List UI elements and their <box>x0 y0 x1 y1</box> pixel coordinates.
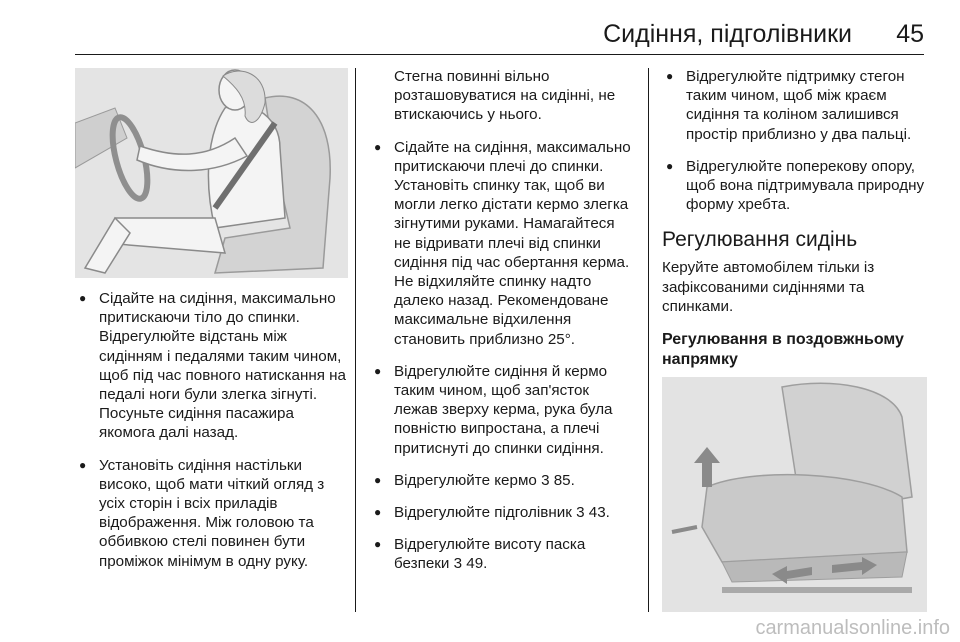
column-divider <box>648 68 649 612</box>
page-reference-link[interactable]: 3 85. <box>541 471 575 489</box>
page-reference-link[interactable]: 3 43. <box>576 504 610 522</box>
list-item: ● Відрегулюйте сидіння й кермо таким чином, щоб зап'ясток лежав зверху керма, рука була повністю випростана, а плечі притиснуті до спинки сидіння. <box>370 362 635 458</box>
column-left <box>75 289 348 584</box>
column-right <box>662 67 927 370</box>
list-item: ● Сідайте на сидіння, максимально притискаючи тіло до спинки. Відрегулюйте відстань між сидінням і педалями таким чином, щоб під час повного натискання на педалі ноги були злегка зігнуті. Посуньте сидіння пасажира якомога далі назад. <box>75 289 348 443</box>
list-item <box>370 471 635 490</box>
driver-seating-illustration <box>75 68 348 278</box>
driver-seating-drawing <box>75 68 348 278</box>
list-item: ● Установіть сидіння настільки високо, щоб мати чіткий огляд з усіх сторін і всіх приладів відображення. Між головою та оббивкою стелі повинен бути проміжок мінімум в одну руку. <box>75 456 348 571</box>
seat-adjustment-illustration <box>662 377 927 612</box>
header-rule <box>75 54 924 55</box>
list-item-text: Відрегулюйте висоту паска безпеки <box>394 536 586 573</box>
column-divider <box>355 68 356 612</box>
list-item: ● Відрегулюйте підтримку стегон таким чином, щоб між краєм сидіння та коліном залишився простір приблизно у два пальці. <box>662 67 927 144</box>
page-number: 45 <box>896 20 924 48</box>
list-item: ● Сідайте на сидіння, максимально притискаючи плечі до спинки. Установіть спинку так, щоб ви могли легко дістати кермо злегка зігнутими руками. Намагайтеся не відривати плечі від спинки сидіння під час обертання керма. Не відхиляйте спинку надто далеко назад. Рекомендоване максимальне відхилення становить приблизно 25°. <box>370 138 635 349</box>
section-text: Керуйте автомобілем тільки із зафіксованими сидіннями та спинками. <box>662 259 875 315</box>
continuation-text: Стегна повинні вільно розташовуватися на сидінні, не втискаючись у нього. <box>394 68 616 124</box>
list-item-text: Відрегулюйте підголівник <box>394 504 577 522</box>
column-middle <box>370 67 635 587</box>
subsection-heading: Регулювання в поздовжньому напрямку <box>662 331 904 369</box>
list-item <box>370 535 635 573</box>
watermark: carmanualsonline.info <box>755 617 950 639</box>
list-item <box>370 503 635 522</box>
page-reference-link[interactable]: 3 49. <box>453 555 488 573</box>
section-heading: Регулювання сидінь <box>662 228 858 252</box>
list-item: ● Відрегулюйте поперекову опору, щоб вона підтримувала природну форму хребта. <box>662 157 927 215</box>
page-header-title: Сидіння, підголівники <box>603 20 852 48</box>
list-item-text: Відрегулюйте кермо <box>394 471 542 489</box>
seat-adjustment-drawing <box>662 377 927 612</box>
